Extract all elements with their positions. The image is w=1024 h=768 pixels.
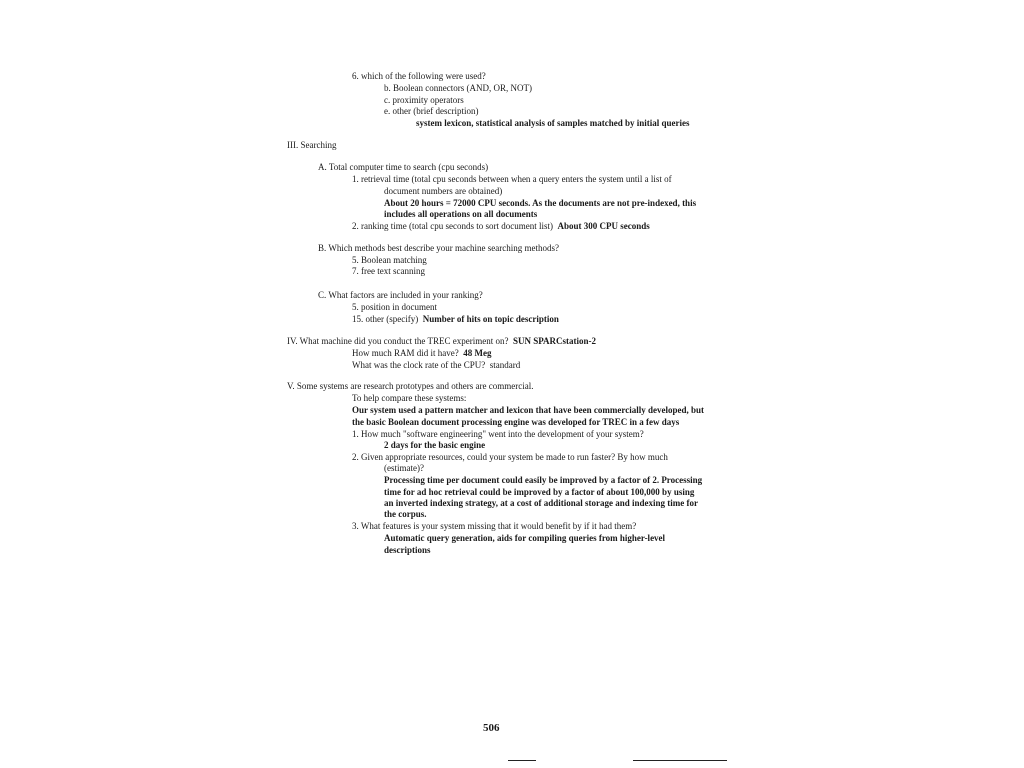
ram-line [352,348,491,359]
q6-option-c: c. proximity operators [384,95,464,105]
faster-answer-line3: an inverted indexing strategy, at a cost of additional storage and indexing time for [384,498,698,508]
section-3-heading: III. Searching [287,140,337,150]
clock-question: What was the clock rate of the CPU? [352,360,486,370]
section-3b-question: B. Which methods best describe your machine searching methods? [318,243,560,253]
faster-answer-line2: time for ad hoc retrieval could be improved by a factor of about 100,000 by using [384,487,695,497]
machine-question: IV. What machine did you conduct the TREC experiment on? [287,336,509,346]
section-5-answer-line2: the basic Boolean document processing engine was developed for TREC in a few days [352,417,680,427]
bottom-rule-left [508,760,536,761]
section-5-answer-line1: Our system used a pattern matcher and lexicon that have been commercially developed, but [352,405,704,415]
section-4-line [287,336,596,347]
page-number: 506 [483,722,500,734]
q6-question: 6. which of the following were used? [352,71,486,81]
missing-features-question: 3. What features is your system missing that it would benefit by if it had them? [352,521,637,531]
factor-other-line [352,314,559,325]
section-3a-question: A. Total computer time to search (cpu seconds) [318,162,489,172]
faster-question-line2: (estimate)? [384,463,424,473]
faster-answer-line1: Processing time per document could easily be improved by a factor of 2. Processing [384,475,703,485]
retrieval-time-line2: document numbers are obtained) [384,186,503,196]
q6-option-e: e. other (brief description) [384,106,479,116]
missing-features-answer-line1: Automatic query generation, aids for compiling queries from higher-level [384,533,666,543]
factor-other-answer: Number of hits on topic description [422,314,559,324]
machine-answer: SUN SPARCstation-2 [512,336,597,346]
ranking-time-text: 2. ranking time (total cpu seconds to sort document list) [352,221,553,231]
ranking-time-line [352,221,650,232]
software-engineering-answer: 2 days for the basic engine [384,440,486,450]
section-5-intro: V. Some systems are research prototypes and others are commercial. [287,381,534,391]
faster-question-line1: 2. Given appropriate resources, could your system be made to run faster? By how much [352,452,668,462]
section-5-compare: To help compare these systems: [352,393,467,403]
retrieval-time-answer-line1: About 20 hours = 72000 CPU seconds. As the documents are not pre-indexed, this [384,198,697,208]
ram-answer: 48 Meg [463,348,492,358]
section-3c-question: C. What factors are included in your ranking? [318,290,483,300]
retrieval-time-line1: 1. retrieval time (total cpu seconds between when a query enters the system until a list of [352,174,672,184]
method-free-text: 7. free text scanning [352,266,425,276]
clock-answer: standard [489,360,521,370]
method-boolean: 5. Boolean matching [352,255,427,265]
factor-position: 5. position in document [352,302,437,312]
software-engineering-question: 1. How much "software engineering" went into the development of your system? [352,429,644,439]
faster-answer-line4: the corpus. [384,509,427,519]
missing-features-answer-line2: descriptions [384,545,431,555]
q6-option-b: b. Boolean connectors (AND, OR, NOT) [384,83,532,93]
ranking-time-answer: About 300 CPU seconds [557,221,650,231]
q6-answer: system lexicon, statistical analysis of samples matched by initial queries [416,118,690,128]
retrieval-time-answer-line2: includes all operations on all documents [384,209,538,219]
ram-question: How much RAM did it have? [352,348,459,358]
clock-line [352,360,520,371]
factor-other-text: 15. other (specify) [352,314,419,324]
bottom-rule-right [633,760,727,761]
